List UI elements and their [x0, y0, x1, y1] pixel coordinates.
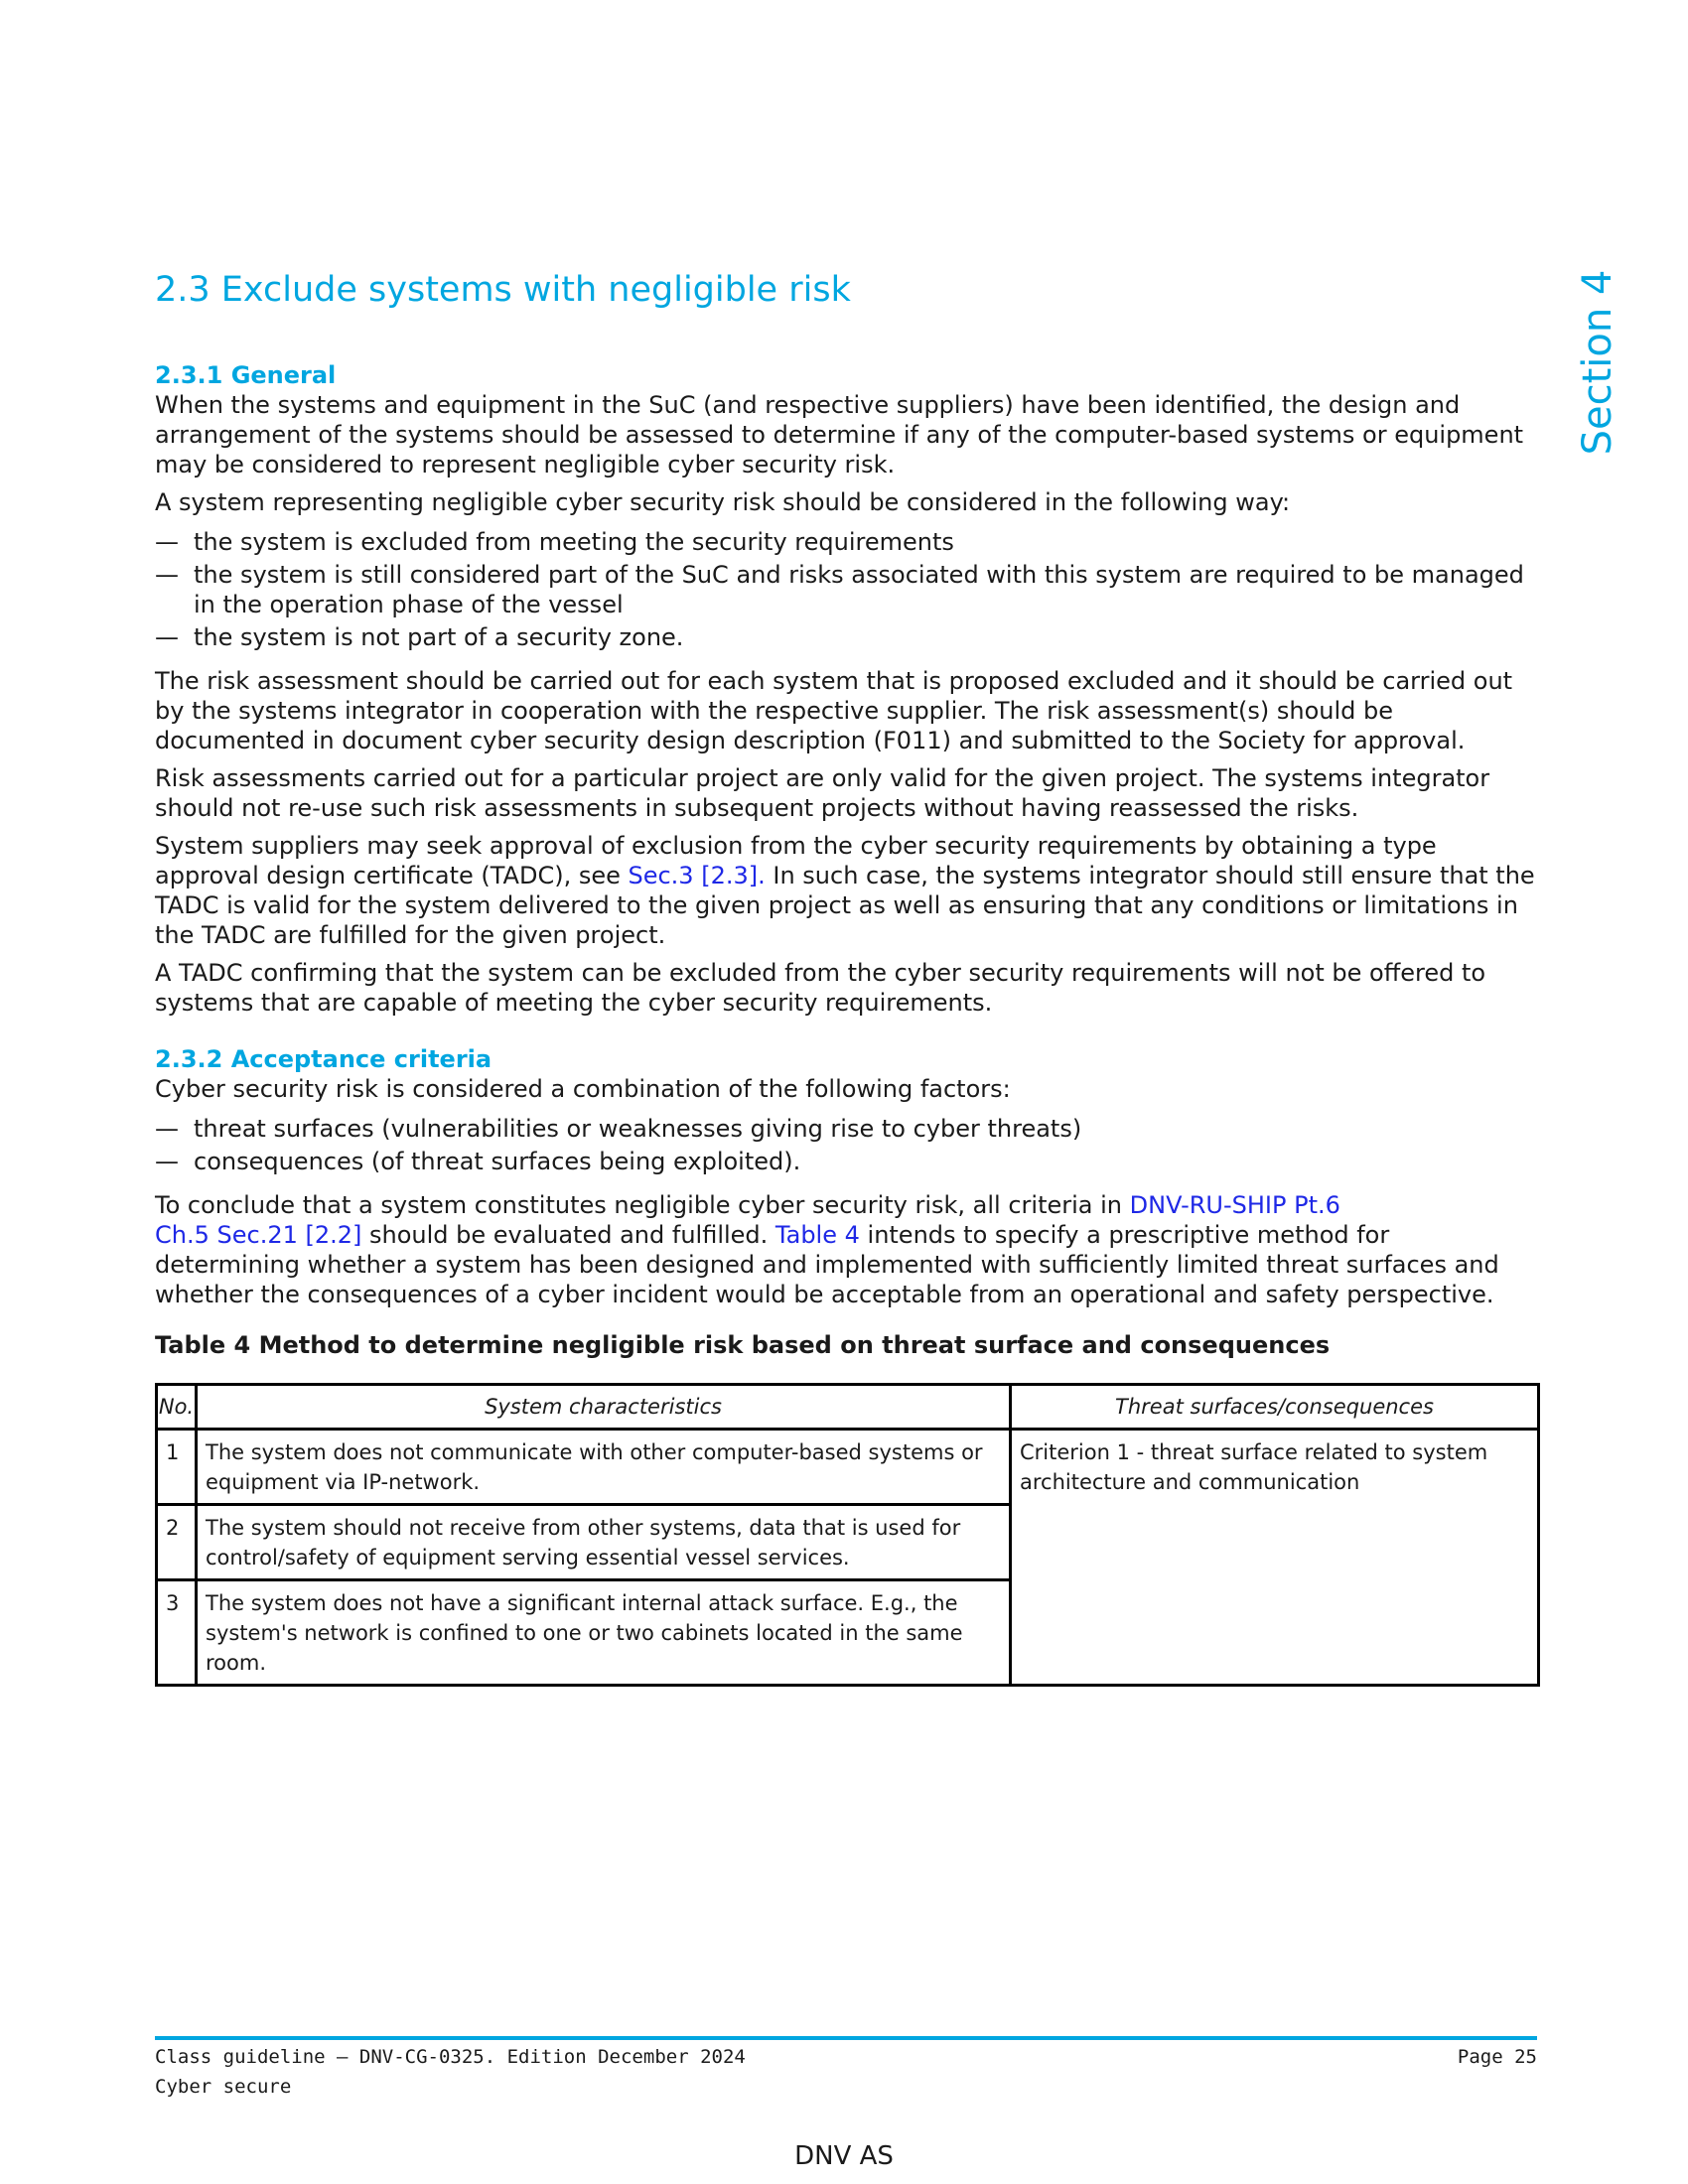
paragraph: When the systems and equipment in the SuC (and respective suppliers) have been identified, the design and arrangement of the systems should be assessed to determine if any of the computer-based systems or equipment may be considered to represent negligible cyber security risk.: [155, 391, 1524, 478]
list-item: — the system is still considered part of the SuC and risks associated with this system are required to be managed in the operation phase of the vessel: [155, 560, 1535, 619]
paragraph: Cyber security risk is considered a combination of the following factors:: [155, 1075, 1011, 1103]
row-number: 2: [157, 1505, 197, 1580]
criterion-cell: Criterion 1 - threat surface related to system architecture and communication: [1011, 1430, 1539, 1686]
section-heading: 2.3 Exclude systems with negligible risk: [155, 270, 851, 310]
row-characteristic: The system should not receive from other systems, data that is used for control/safety of equipment serving essential vessel services.: [197, 1505, 1011, 1580]
row-characteristic: The system does not communicate with other computer-based systems or equipment via IP-network.: [197, 1430, 1011, 1505]
table-header-row: [157, 1385, 1539, 1430]
header-no: No.: [157, 1385, 197, 1430]
paragraph: Risk assessments carried out for a particular project are only valid for the given project. The systems integrator should not re-use such risk assessments in subsequent projects without having reassessed the risks.: [155, 764, 1490, 822]
subsection-heading-general: 2.3.1 General: [155, 361, 337, 389]
bullet-list: [155, 527, 1535, 652]
row-characteristic: The system does not have a significant internal attack surface. E.g., the system's network is confined to one or two cabinets located in the same room.: [197, 1580, 1011, 1686]
paragraph: [155, 831, 1535, 950]
row-number: 1: [157, 1430, 197, 1505]
list-item: — consequences (of threat surfaces being exploited).: [155, 1147, 1535, 1176]
bullet-list: [155, 1114, 1535, 1176]
risk-table: [155, 1383, 1540, 1687]
paragraph-text: should be evaluated and fulfilled.: [361, 1221, 775, 1249]
rule-link-line2: Ch.5 Sec.21 [2.2]: [155, 1221, 362, 1249]
paragraph-text: intends to specify a prescriptive method for determining whether a system has been designed and implemented with sufficiently limited threat surfaces and whether the consequences of a cyber incident would be acceptable from an operational and safety perspective.: [155, 1221, 1499, 1308]
section-tab: [1573, 258, 1622, 467]
list-item: — the system is not part of a security zone.: [155, 622, 1535, 652]
header-threat-surfaces: Threat surfaces/consequences: [1011, 1385, 1539, 1430]
paragraph-text: In such case, the systems integrator should still ensure that the TADC is valid for the system delivered to the given project as well as ensuring that any conditions or limitations in the TADC are fulfilled for the given project.: [155, 862, 1535, 949]
row-number: 3: [157, 1580, 197, 1686]
paragraph: A system representing negligible cyber security risk should be considered in the following way:: [155, 488, 1291, 516]
rule-link-line1: DNV-RU-SHIP Pt.6: [1129, 1191, 1340, 1219]
paragraph-text: To conclude that a system constitutes negligible cyber security risk, all criteria in: [155, 1191, 1130, 1219]
page-content: [155, 270, 1535, 1687]
table-4-link[interactable]: Table 4: [774, 1221, 860, 1249]
subsection-heading-acceptance: 2.3.2 Acceptance criteria: [155, 1045, 492, 1073]
paragraph: [155, 1190, 1535, 1309]
list-item: — the system is excluded from meeting the security requirements: [155, 527, 1535, 557]
footer-divider: [155, 2036, 1537, 2040]
footer-publisher: DNV AS: [794, 2141, 894, 2171]
sec3-link[interactable]: Sec.3 [2.3].: [628, 862, 766, 889]
footer-page-number: Page 25: [1457, 2046, 1537, 2068]
list-item: — threat surfaces (vulnerabilities or weaknesses giving rise to cyber threats): [155, 1114, 1535, 1144]
paragraph: The risk assessment should be carried out for each system that is proposed excluded and it should be carried out by the systems integrator in cooperation with the respective supplier. The risk assessment(s) should be documented in document cyber security design description (F011) and submitted to the Society for approval.: [155, 667, 1513, 754]
footer-document-title: Class guideline — DNV-CG-0325. Edition December 2024: [155, 2046, 746, 2068]
table-row: [157, 1430, 1539, 1505]
paragraph-text: System suppliers may seek approval of exclusion from the cyber security requirements by obtaining a type approval design certificate (TADC), see: [155, 832, 1437, 889]
header-system-characteristics: System characteristics: [197, 1385, 1011, 1430]
table-caption: Table 4 Method to determine negligible risk based on threat surface and consequences: [155, 1331, 1331, 1359]
section-tab-label: Section 4: [1575, 269, 1620, 456]
footer-document-subtitle: Cyber secure: [155, 2076, 292, 2098]
paragraph: A TADC confirming that the system can be excluded from the cyber security requirements will not be offered to systems that are capable of meeting the cyber security requirements.: [155, 959, 1486, 1017]
